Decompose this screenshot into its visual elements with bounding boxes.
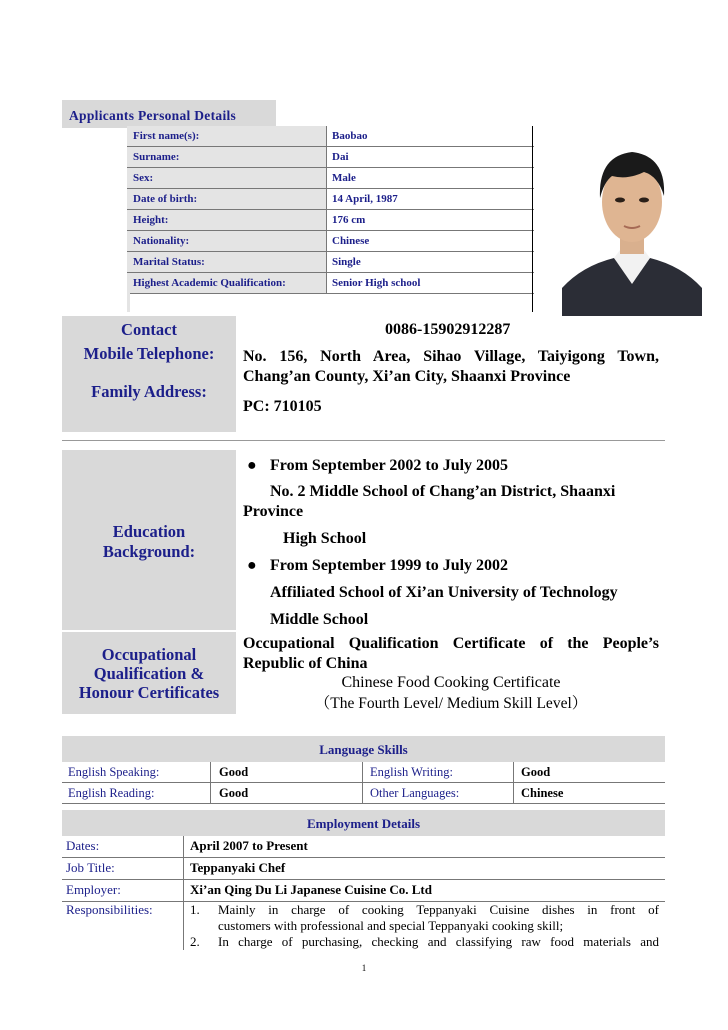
responsibility-1-line-1: Mainly in charge of cooking Teppanyaki Cuisine dishes in front of — [218, 902, 659, 917]
table-row — [127, 168, 534, 189]
language-skills-header — [62, 736, 665, 762]
sex-value: Male — [332, 172, 356, 184]
table-row — [62, 836, 665, 858]
certificate-line-3: Chinese Food Cooking Certificate — [341, 674, 561, 691]
education-school-1-cont: Province — [243, 503, 304, 520]
responsibilities-row — [62, 902, 665, 950]
education-school-2: Affiliated School of Xi’an University of Technology — [270, 584, 618, 601]
marital-status-label: Marital Status: — [127, 252, 326, 272]
table-row — [62, 858, 665, 880]
employer-label: Employer: — [66, 882, 121, 897]
phone-number: 0086-15902912287 — [385, 321, 511, 338]
education-level-2: Middle School — [270, 611, 369, 628]
table-row — [127, 210, 534, 231]
personal-details-title: Applicants Personal Details — [69, 108, 237, 123]
job-title-value: Teppanyaki Chef — [190, 860, 286, 875]
certificate-line-4: （The Fourth Level/ Medium Skill Level） — [314, 695, 588, 712]
contact-label-box — [62, 316, 236, 432]
surname-value: Dai — [332, 151, 349, 163]
bullet-icon: ● — [247, 557, 257, 574]
address-line-1: No. 156, North Area, Sihao Village, Taiyigong Town, — [243, 348, 659, 365]
personal-details-header — [62, 100, 276, 128]
sex-label: Sex: — [127, 168, 326, 188]
other-languages-value: Chinese — [521, 786, 564, 800]
marital-status-value: Single — [332, 256, 361, 268]
employer-value: Xi’an Qing Du Li Japanese Cuisine Co. Ltd — [190, 882, 432, 897]
responsibility-2-line-1: In charge of purchasing, checking and classifying raw food materials and — [218, 934, 659, 949]
certificates-label-line3: Honour Certificates — [78, 683, 220, 702]
language-skills-title: Language Skills — [319, 742, 408, 757]
table-row — [127, 126, 534, 147]
table-row — [62, 783, 665, 804]
education-period-1: From September 2002 to July 2005 — [270, 457, 509, 474]
education-period-2: From September 1999 to July 2002 — [270, 557, 509, 574]
certificates-label-line1: Occupational — [101, 645, 197, 664]
english-reading-value: Good — [219, 786, 249, 800]
other-languages-label: Other Languages: — [370, 786, 460, 800]
table-row — [127, 252, 534, 273]
employment-details-header — [62, 810, 665, 836]
table-row — [62, 762, 665, 783]
certificates-label-line2: Qualification & — [93, 664, 205, 683]
qualification-value: Senior High school — [332, 277, 421, 289]
education-label-box — [62, 450, 236, 630]
qualification-label: Highest Academic Qualification: — [127, 273, 326, 293]
certificate-line-2: Republic of China — [243, 655, 368, 672]
english-speaking-value: Good — [219, 765, 249, 779]
dates-label: Dates: — [66, 838, 100, 853]
divider — [62, 440, 665, 441]
mobile-telephone-label: Mobile Telephone: — [83, 344, 215, 363]
first-name-label: First name(s): — [127, 126, 326, 146]
responsibilities-label: Responsibilities: — [66, 902, 153, 917]
certificates-label-box — [62, 632, 236, 714]
surname-label: Surname: — [127, 147, 326, 167]
first-name-value: Baobao — [332, 130, 368, 142]
table-row — [127, 189, 534, 210]
english-writing-value: Good — [521, 765, 551, 779]
nationality-value: Chinese — [332, 235, 370, 247]
height-label: Height: — [127, 210, 326, 230]
bullet-icon: ● — [247, 457, 257, 474]
postcode: PC: 710105 — [243, 398, 322, 415]
table-row — [127, 231, 534, 252]
responsibility-1-line-2: customers with professional and special Teppanyaki cooking skill; — [218, 918, 564, 933]
dates-value: April 2007 to Present — [190, 838, 308, 853]
job-title-label: Job Title: — [66, 860, 115, 875]
english-writing-label: English Writing: — [370, 765, 453, 779]
table-row — [62, 880, 665, 902]
table-row — [127, 147, 534, 168]
education-school-1: No. 2 Middle School of Chang’an District, Shaanxi — [270, 483, 616, 500]
english-reading-label: English Reading: — [68, 786, 155, 800]
english-speaking-label: English Speaking: — [68, 765, 160, 779]
family-address-label: Family Address: — [91, 382, 207, 401]
date-of-birth-value: 14 April, 1987 — [332, 193, 398, 205]
date-of-birth-label: Date of birth: — [127, 189, 326, 209]
page-number: 1 — [361, 963, 367, 973]
contact-heading: Contact — [121, 320, 177, 339]
education-label-line1: Education — [112, 522, 186, 541]
responsibility-2-number: 2. — [190, 934, 200, 949]
employment-details-title: Employment Details — [306, 816, 421, 831]
table-left-edge — [127, 292, 130, 312]
height-value: 176 cm — [332, 214, 366, 226]
table-divider — [532, 126, 533, 312]
table-row — [127, 273, 534, 294]
responsibility-1-number: 1. — [190, 902, 200, 917]
nationality-label: Nationality: — [127, 231, 326, 251]
certificate-line-1: Occupational Qualification Certificate of the People’s — [243, 635, 659, 652]
applicant-photo — [562, 128, 702, 316]
education-label-line2: Background: — [102, 542, 196, 561]
education-level-1: High School — [283, 530, 367, 547]
address-line-2: Chang’an County, Xi’an City, Shaanxi Province — [243, 368, 571, 385]
